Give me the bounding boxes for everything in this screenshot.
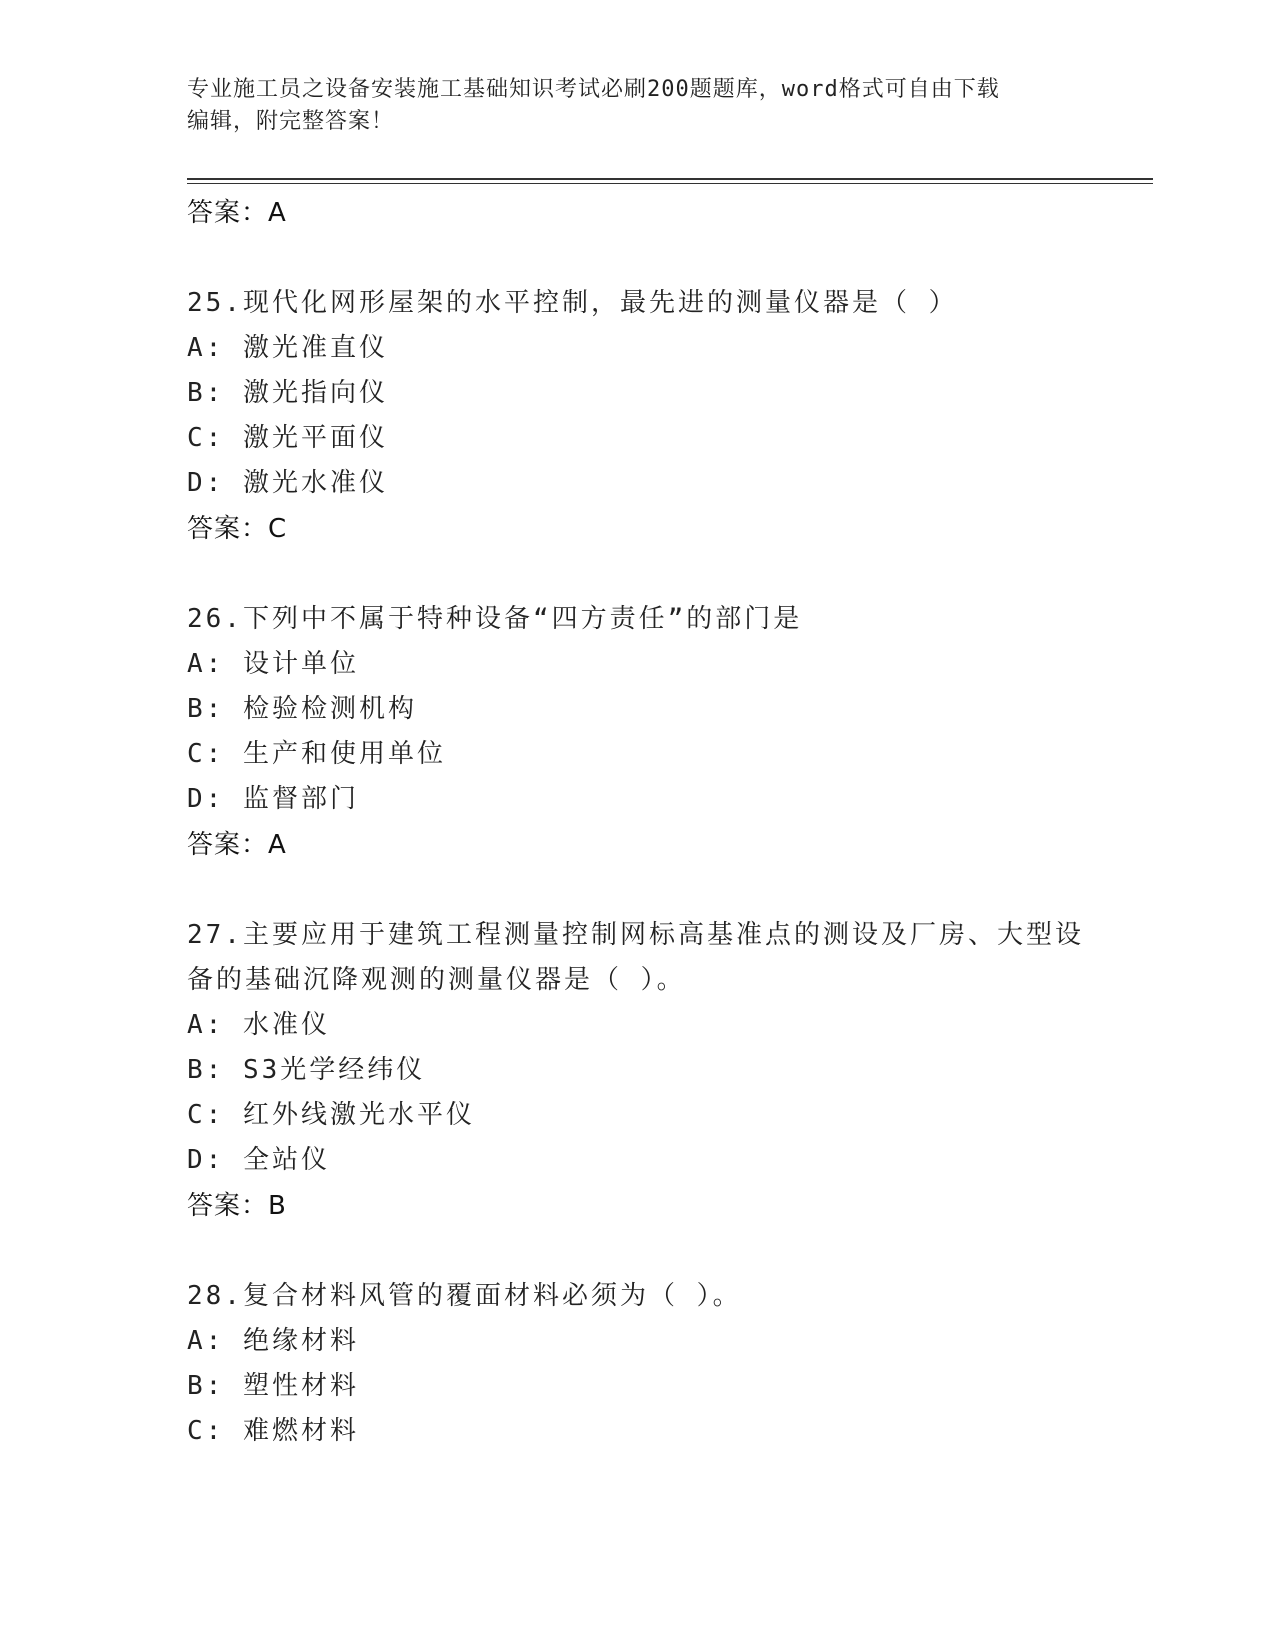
spacer (187, 552, 1087, 597)
question-stem-continued: 备的基础沉降观测的测量仪器是（ ）。 (187, 965, 686, 995)
option-a: A: 激光准直仪 (187, 333, 388, 363)
header-line-2: 编辑，附完整答案！ (187, 109, 395, 134)
answer-line: 答案：A (187, 198, 287, 228)
header-line-1: 专业施工员之设备安装施工基础知识考试必刷200题题库，word格式可自由下载 (187, 77, 1000, 102)
header-divider-thin (187, 183, 1153, 184)
option-b: B: 塑性材料 (187, 1371, 359, 1401)
question-item (187, 1274, 1087, 1454)
question-list (187, 190, 1087, 1454)
question-item (187, 913, 1087, 1229)
spacer (187, 1229, 1087, 1274)
option-b: B: 激光指向仪 (187, 378, 388, 408)
option-d: D: 激光水准仪 (187, 468, 388, 498)
answer-line: 答案：C (187, 514, 288, 544)
document-header (187, 74, 1067, 138)
option-c: C: 生产和使用单位 (187, 739, 446, 769)
question-stem: 28.复合材料风管的覆面材料必须为（ ）。 (187, 1281, 742, 1311)
question-stem: 25.现代化网形屋架的水平控制，最先进的测量仪器是（ ） (187, 288, 958, 318)
answer-line: 答案：B (187, 1191, 287, 1221)
option-a: A: 设计单位 (187, 649, 359, 679)
option-c: C: 激光平面仪 (187, 423, 388, 453)
spacer (187, 236, 1087, 281)
question-item (187, 281, 1087, 552)
option-a: A: 绝缘材料 (187, 1326, 359, 1356)
option-c: C: 红外线激光水平仪 (187, 1100, 475, 1130)
header-divider-thick (187, 178, 1153, 180)
option-a: A: 水准仪 (187, 1010, 330, 1040)
question-stem: 26.下列中不属于特种设备“四方责任”的部门是 (187, 604, 803, 634)
option-b: B: S3光学经纬仪 (187, 1055, 426, 1085)
option-d: D: 全站仪 (187, 1145, 330, 1175)
option-b: B: 检验检测机构 (187, 694, 417, 724)
spacer (187, 868, 1087, 913)
question-stem: 27.主要应用于建筑工程测量控制网标高基准点的测设及厂房、大型设 (187, 920, 1084, 950)
option-c: C: 难燃材料 (187, 1416, 359, 1446)
answer-line: 答案：A (187, 830, 287, 860)
question-item (187, 597, 1087, 868)
option-d: D: 监督部门 (187, 784, 359, 814)
